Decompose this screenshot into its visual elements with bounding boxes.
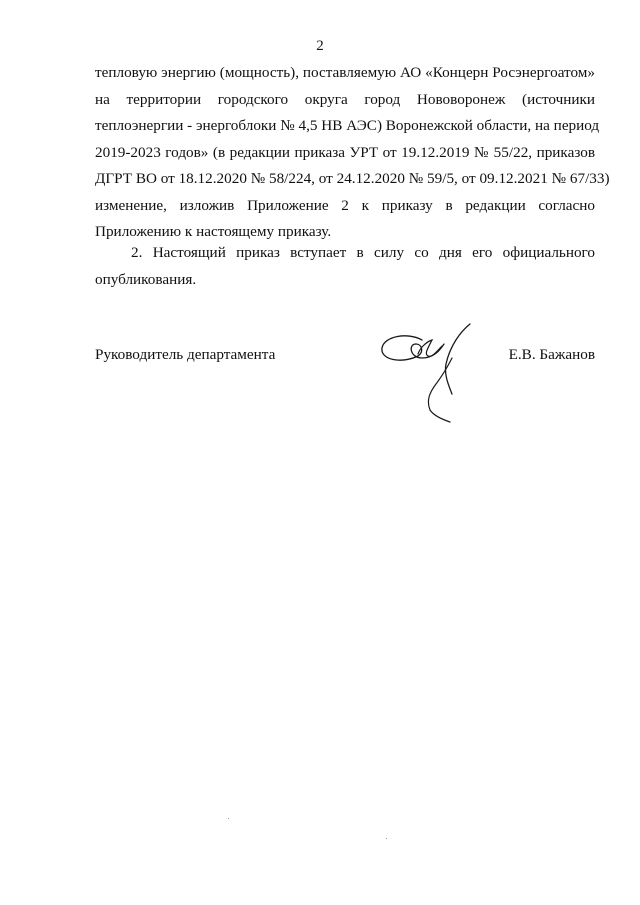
scan-speck [386, 838, 387, 839]
paragraph-1-line: на территории городского округа город Нововоронеж (источники [95, 90, 595, 108]
paragraph-1-line: 2019-2023 годов» (в редакции приказа УРТ от 19.12.2019 № 55/22, приказов [95, 143, 595, 161]
handwritten-signature [378, 318, 478, 428]
paragraph-1-line: ДГРТ ВО от 18.12.2020 № 58/224, от 24.12.2020 № 59/5, от 09.12.2021 № 67/33) [95, 170, 610, 187]
paragraph-2-line: 2. Настоящий приказ вступает в силу со дня его официального [131, 244, 595, 261]
paragraph-1-line: изменение, изложив Приложение 2 к приказу в редакции согласно [95, 196, 595, 214]
paragraph-2-line: опубликования. [95, 270, 197, 288]
paragraph-1-line: Приложению к настоящему приказу. [95, 223, 332, 240]
page-number: 2 [316, 38, 324, 54]
paragraph-1-line: теплоэнергии - энергоблоки № 4,5 НВ АЭС) Воронежской области, на период [95, 117, 600, 134]
paragraph-1 [95, 60, 610, 246]
signatory-position: Руководитель департамента [95, 346, 276, 363]
signatory-name: Е.В. Бажанов [508, 346, 595, 363]
scan-speck [228, 818, 229, 819]
paragraph-1-line: тепловую энергию (мощность), поставляемую АО «Концерн Росэнергоатом» [95, 64, 595, 81]
paragraph-2 [95, 240, 595, 293]
signature-block [95, 346, 595, 372]
